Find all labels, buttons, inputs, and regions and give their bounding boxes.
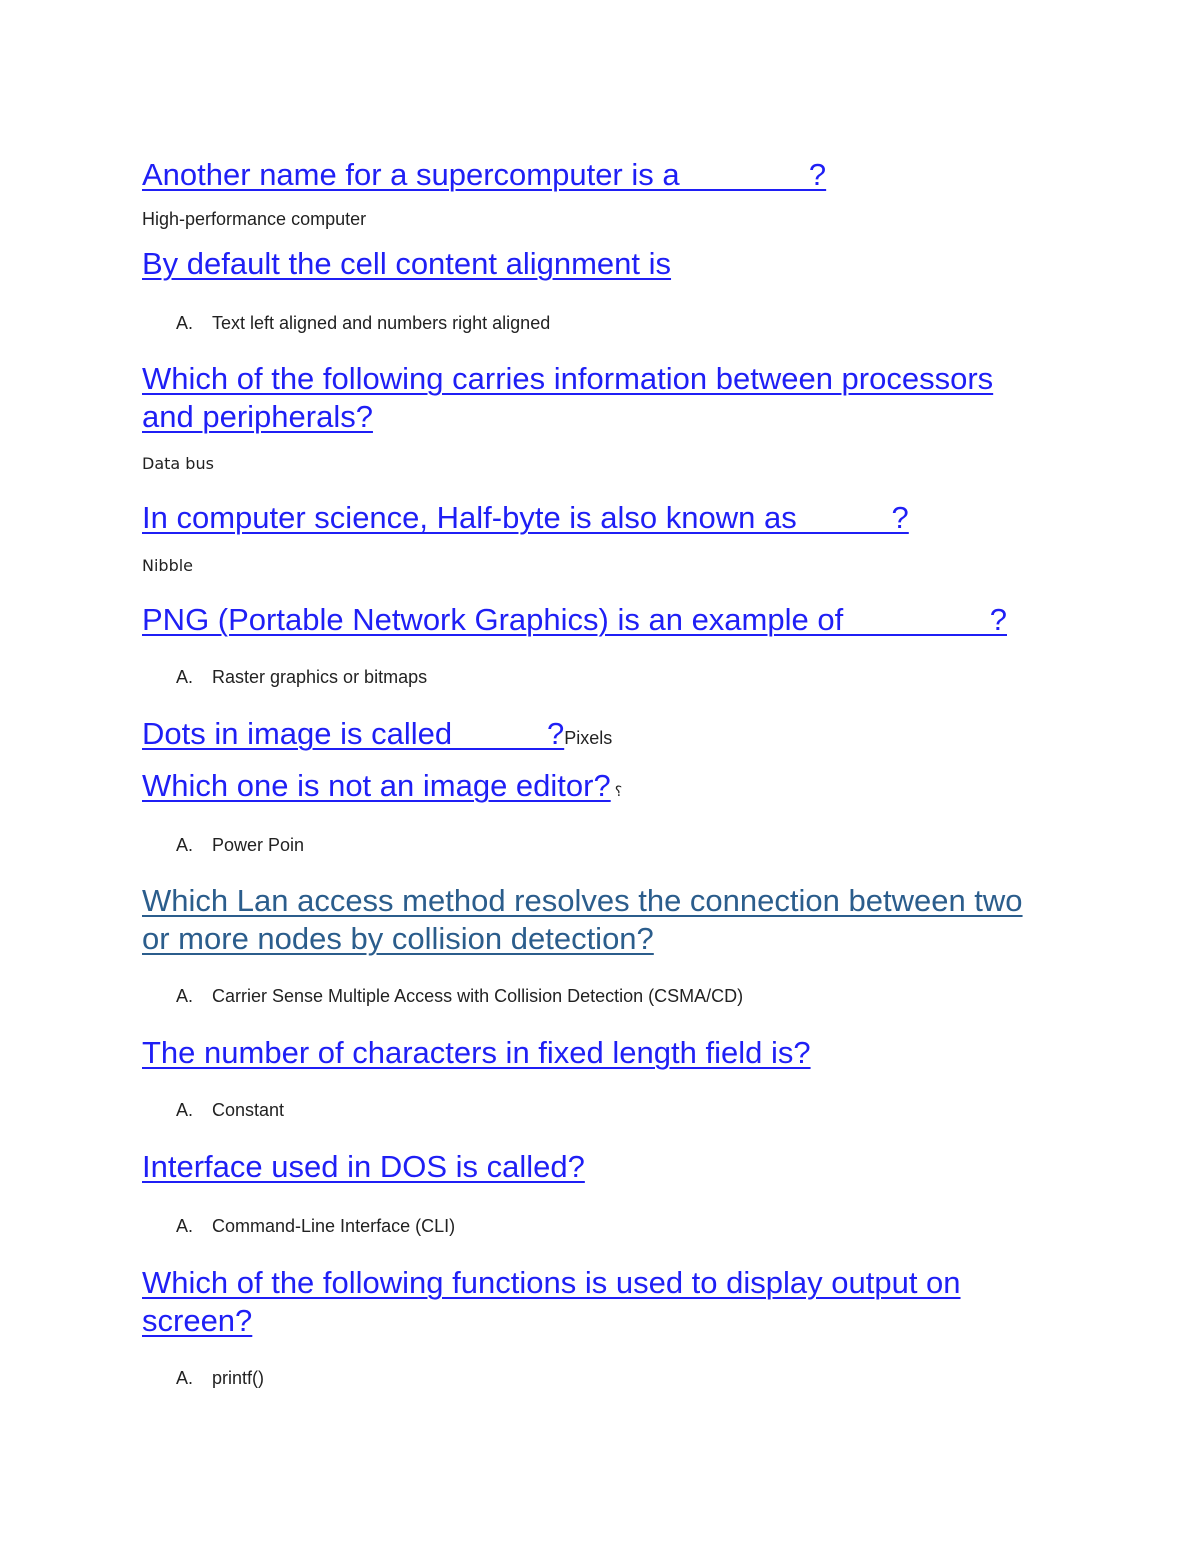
answer-option <box>176 834 304 856</box>
question-heading[interactable]: By default the cell content alignment is <box>142 246 672 281</box>
question-heading[interactable]: The number of characters in fixed length field is? <box>142 1035 811 1070</box>
answer-option <box>176 985 743 1007</box>
option-text: printf() <box>212 1368 265 1388</box>
answer-option <box>176 1367 264 1389</box>
answer-text: High-performance computer <box>142 209 367 229</box>
question-mark-glyph: ؟ <box>614 783 623 800</box>
question-heading[interactable]: Another name for a supercomputer is a _______? <box>142 157 827 192</box>
option-text: Power Poin <box>212 835 305 855</box>
question-heading[interactable]: Dots in image is called _____? <box>142 716 565 751</box>
question-heading[interactable]: Interface used in DOS is called? <box>142 1149 585 1184</box>
option-text: Carrier Sense Multiple Access with Collision Detection (CSMA/CD) <box>212 986 744 1006</box>
question-row <box>142 767 622 805</box>
option-letter: A. <box>176 667 194 687</box>
answer-text: Data bus <box>142 454 214 473</box>
option-text: Command-Line Interface (CLI) <box>212 1216 456 1236</box>
inline-answer: Pixels <box>564 728 613 748</box>
option-letter: A. <box>176 1216 194 1236</box>
answer-option <box>176 1099 284 1121</box>
option-letter: A. <box>176 313 194 333</box>
question-heading[interactable]: Which of the following carries information between processors and peripherals? <box>142 361 994 434</box>
answer-option <box>176 666 427 688</box>
question-heading[interactable]: Which of the following functions is used to display output on screen? <box>142 1265 961 1338</box>
option-letter: A. <box>176 986 194 1006</box>
question-heading[interactable]: Which Lan access method resolves the connection between two or more nodes by collision detection? <box>142 883 1023 956</box>
option-text: Constant <box>212 1100 285 1120</box>
answer-option <box>176 312 550 334</box>
answer-option <box>176 1215 455 1237</box>
question-heading[interactable]: PNG (Portable Network Graphics) is an example of ________? <box>142 602 1007 637</box>
option-text: Raster graphics or bitmaps <box>212 667 428 687</box>
option-letter: A. <box>176 1368 194 1388</box>
option-letter: A. <box>176 1100 194 1120</box>
question-row <box>142 715 612 753</box>
answer-text: Nibble <box>142 556 194 575</box>
option-text: Text left aligned and numbers right aligned <box>212 313 551 333</box>
question-heading[interactable]: In computer science, Half-byte is also known as _____? <box>142 500 909 535</box>
option-letter: A. <box>176 835 194 855</box>
question-heading[interactable]: Which one is not an image editor? <box>142 768 611 803</box>
